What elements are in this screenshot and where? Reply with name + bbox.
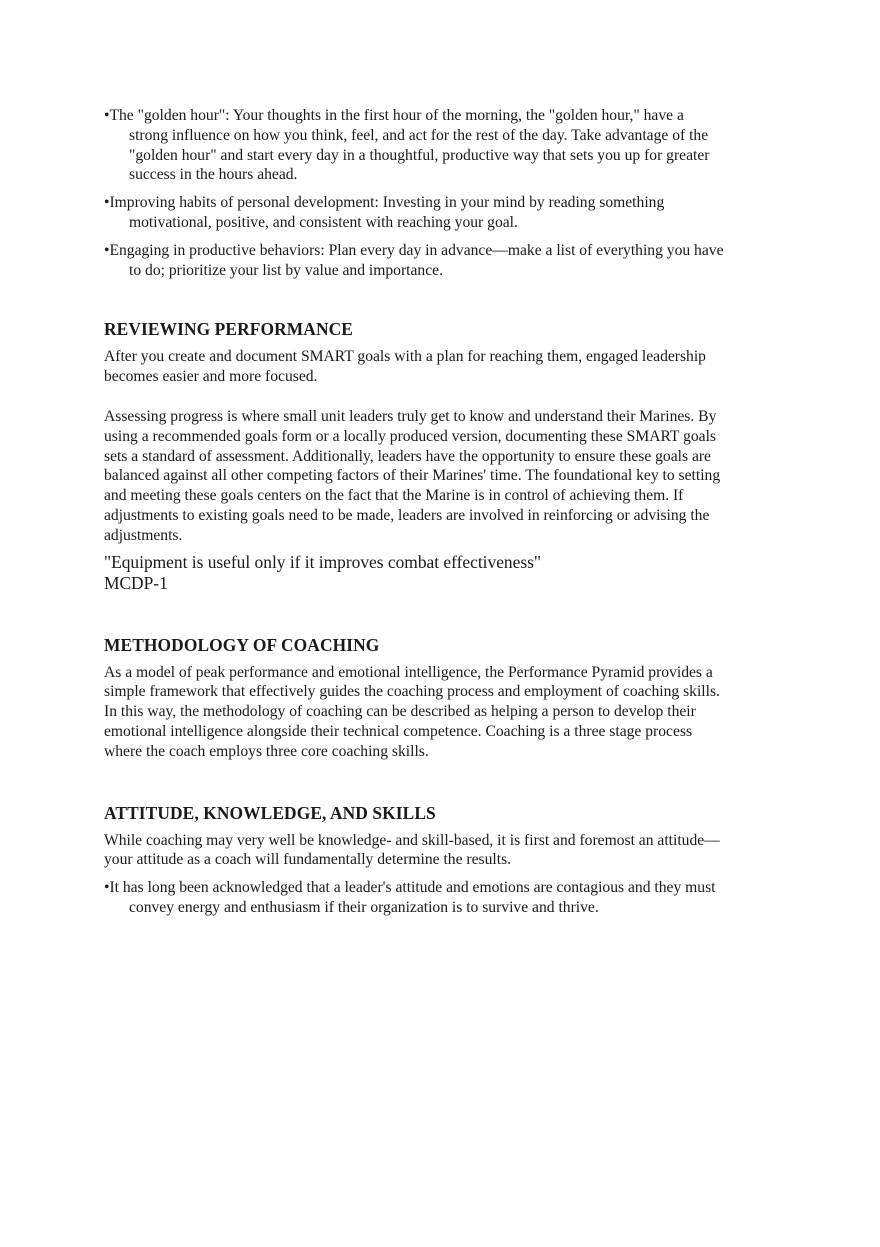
reviewing-paragraph-1: After you create and document SMART goals with a plan for reaching them, engaged leadership becomes easier and more focused.: [104, 348, 706, 386]
reviewing-paragraph-2: Assessing progress is where small unit leaders truly get to know and understand their Marines. By using a recommended goals form or a locally produced version, documenting these SMART goals sets a standard of assessment. Additionally, leaders have the opportunity to ensure these goals are balanced against all other competing factors of their Marines' time. The foundational key to setting and meeting these goals centers on the fact that the Marine is in control of achieving them. If adjustments to existing goals need to be made, leaders are involved in reinforcing or advising the adjustments.: [104, 407, 721, 544]
document-page: [104, 106, 724, 926]
heading-reviewing-performance: REVIEWING PERFORMANCE: [104, 319, 353, 340]
attitude-paragraph: While coaching may very well be knowledge- and skill-based, it is first and foremost an attitude—your attitude as a coach will fundamentally determine the results.: [104, 831, 720, 869]
bullet-leader-attitude: •It has long been acknowledged that a leader's attitude and emotions are contagious and they must convey energy and enthusiasm if their organization is to survive and thrive.: [104, 879, 716, 916]
quote-source: MCDP-1: [104, 572, 168, 593]
heading-methodology-of-coaching: METHODOLOGY OF COACHING: [104, 634, 380, 655]
bullet-productive-behaviors: •Engaging in productive behaviors: Plan every day in advance—make a list of everything you have to do; prioritize your list by value and importance.: [104, 241, 724, 279]
methodology-paragraph: As a model of peak performance and emotional intelligence, the Performance Pyramid provides a simple framework that effectively guides the coaching process and employment of coaching skills. In this way, the methodology of coaching can be described as helping a person to develop their emotional intelligence alongside their technical competence. Coaching is a three stage process where the coach employs three core coaching skills.: [104, 663, 720, 760]
bullet-golden-hour: •The "golden hour": Your thoughts in the first hour of the morning, the "golden hour," have a strong influence on how you think, feel, and act for the rest of the day. Take advantage of the "golden hour" and start every day in a thoughtful, productive way that sets you up for greater success in the hours ahead.: [104, 107, 710, 184]
bullet-personal-development: •Improving habits of personal development: Investing in your mind by reading something motivational, positive, and consistent with reaching your goal.: [104, 194, 665, 231]
heading-attitude-knowledge-skills: ATTITUDE, KNOWLEDGE, AND SKILLS: [104, 802, 436, 823]
quote-text: "Equipment is useful only if it improves combat effectiveness": [104, 551, 541, 572]
